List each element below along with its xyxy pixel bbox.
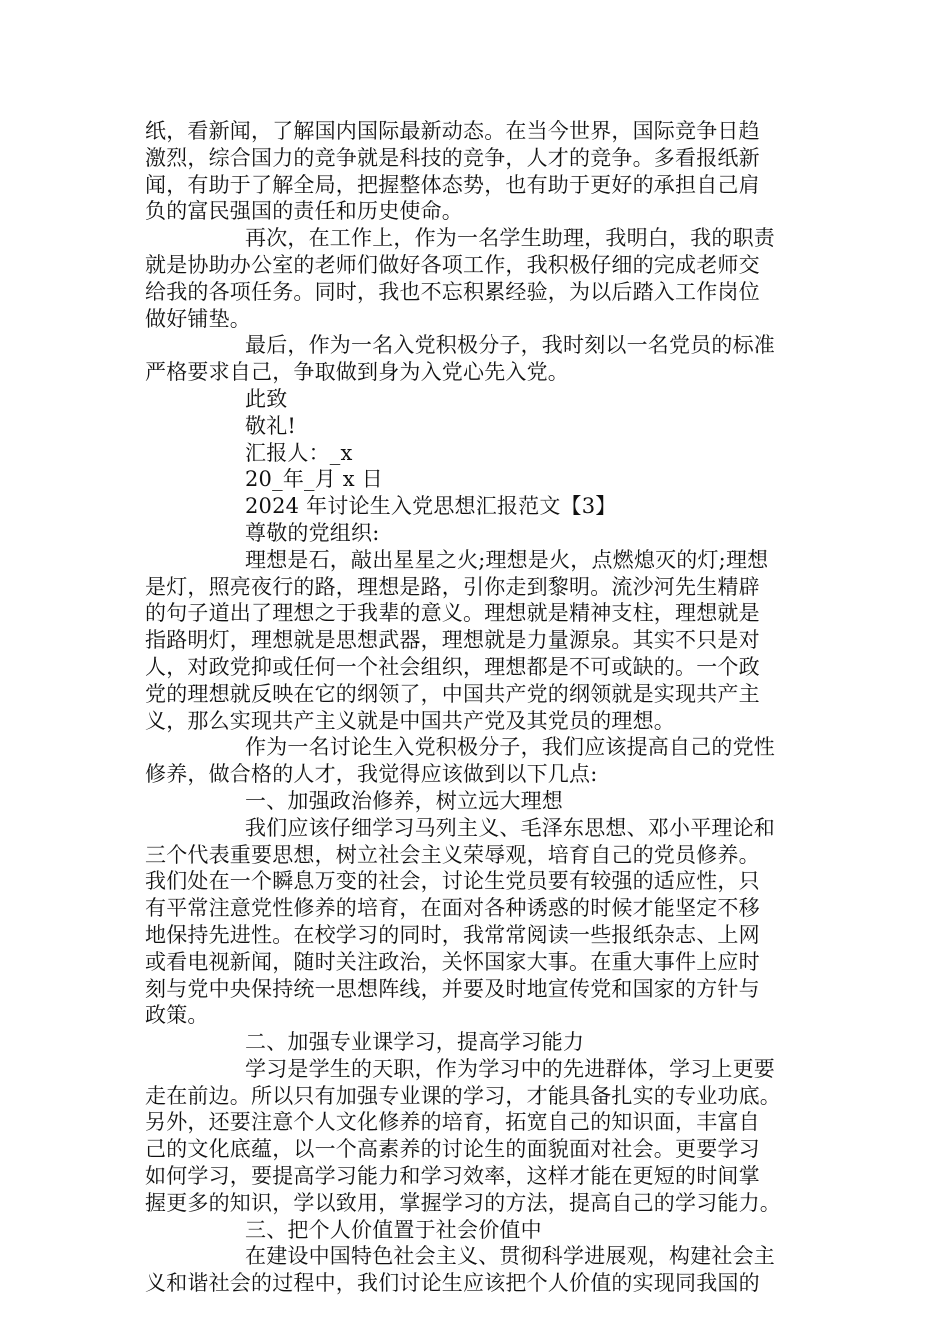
text-line: 理想是石，敲出星星之火;理想是火，点燃熄灭的灯;理想 [245,547,769,572]
text-line: 我们应该仔细学习马列主义、毛泽东思想、邓小平理论和 [245,815,775,840]
text-line: 学习是学生的天职，作为学习中的先进群体，学习上更要 [245,1056,775,1081]
text-line: 是灯，照亮夜行的路，理想是路，引你走到黎明。流沙河先生精辟 [145,574,760,599]
text-line: 政策。 [145,1003,209,1028]
text-line: 闻，有助于了解全局，把握整体态势，也有助于更好的承担自己肩 [145,172,760,197]
text-line: 义，那么实现共产主义就是中国共产党及其党员的理想。 [145,708,675,733]
text-line: 敬礼! [245,413,297,438]
text-line: 在建设中国特色社会主义、贯彻科学进展观，构建社会主 [245,1244,775,1269]
text-line: 刻与党中央保持统一思想阵线，并要及时地宣传党和国家的方针与 [145,976,760,1001]
text-line: 汇报人：_x [245,440,353,465]
text-line: 20_年_月 x 日 [245,467,383,492]
text-line: 我们处在一个瞬息万变的社会，讨论生党员要有较强的适应性，只 [145,869,760,894]
text-line: 激烈，综合国力的竞争就是科技的竞争，人才的竞争。多看报纸新 [145,145,760,170]
text-line: 指路明灯，理想就是思想武器，理想就是力量源泉。其实不只是对 [145,628,760,653]
text-line: 握更多的知识，学以致用，掌握学习的方法，提高自己的学习能力。 [145,1190,781,1215]
text-line: 三、把个人价值置于社会价值中 [245,1217,542,1242]
text-line: 给我的各项任务。同时，我也不忘积累经验，为以后踏入工作岗位 [145,279,760,304]
text-line: 负的富民强国的责任和历史使命。 [145,199,463,224]
text-line: 二、加强专业课学习，提高学习能力 [245,1030,585,1055]
text-line: 党的理想就反映在它的纲领了，中国共产党的纲领就是实现共产主 [145,681,760,706]
text-line: 三个代表重要思想，树立社会主义荣辱观，培育自己的党员修养。 [145,842,760,867]
text-line: 作为一名讨论生入党积极分子，我们应该提高自己的党性 [245,735,775,760]
text-line: 纸，看新闻，了解国内国际最新动态。在当今世界，国际竞争日趋 [145,119,760,143]
text-line: 的句子道出了理想之于我辈的意义。理想就是精神支柱，理想就是 [145,601,760,626]
text-line: 有平常注意党性修养的培育，在面对各种诱惑的时候才能坚定不移 [145,896,760,921]
text-line: 此致 [245,386,288,411]
text-line: 一、加强政治修养，树立远大理想 [245,788,563,813]
text-line: 人，对政党抑或任何一个社会组织，理想都是不可或缺的。一个政 [145,654,760,679]
document-body [145,118,817,1297]
text-line: 最后，作为一名入党积极分子，我时刻以一名党员的标准 [245,333,775,358]
text-line: 就是协助办公室的老师们做好各项工作，我积极仔细的完成老师交 [145,252,760,277]
text-line: 2024 年讨论生入党思想汇报范文【3】 [245,494,617,519]
text-line: 己的文化底蕴，以一个高素养的讨论生的面貌面对社会。更要学习 [145,1137,760,1162]
text-line: 义和谐社会的过程中，我们讨论生应该把个人价值的实现同我国的 [145,1271,760,1296]
text-line: 修养，做合格的人才，我觉得应该做到以下几点: [145,762,598,787]
text-line: 走在前边。所以只有加强专业课的学习，才能具备扎实的专业功底。 [145,1083,781,1108]
text-line: 严格要求自己，争取做到身为入党心先入党。 [145,360,569,385]
text-line: 如何学习，要提高学习能力和学习效率，这样才能在更短的时间掌 [145,1164,760,1189]
text-line: 另外，还要注意个人文化修养的培育，拓宽自己的知识面，丰富自 [145,1110,760,1135]
text-line: 做好铺垫。 [145,306,251,331]
text-line: 地保持先进性。在校学习的同时，我常常阅读一些报纸杂志、上网 [145,922,760,947]
text-line: 或看电视新闻，随时关注政治，关怀国家大事。在重大事件上应时 [145,949,760,974]
text-line: 尊敬的党组织: [245,520,380,545]
text-line: 再次，在工作上，作为一名学生助理，我明白，我的职责 [245,226,775,251]
